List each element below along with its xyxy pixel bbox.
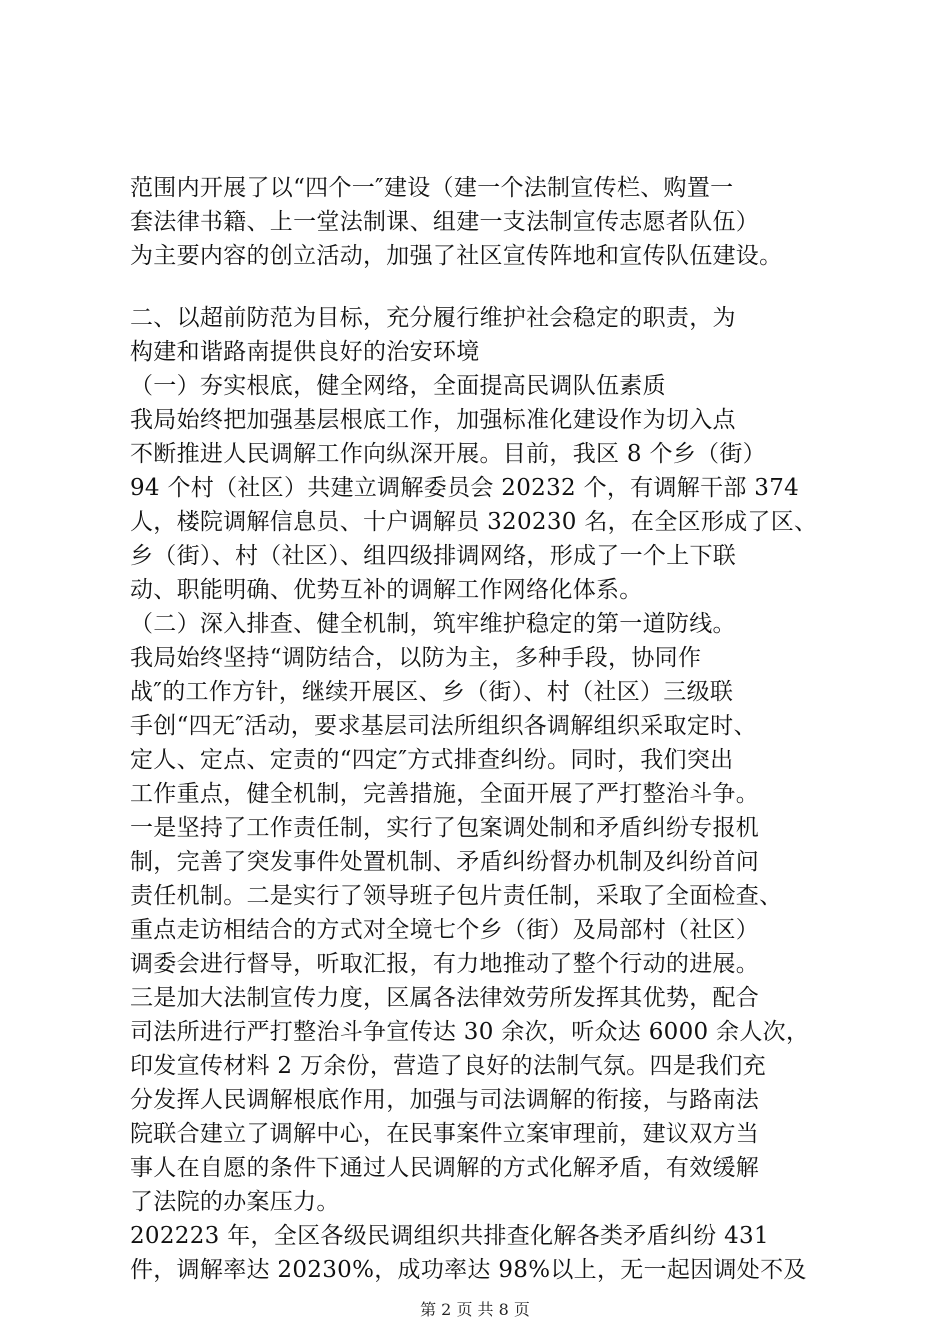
text-line: 定人、定点、定责的“四定″方式排查纠纷。同时，我们突出: [130, 747, 734, 773]
text-line: 范围内开展了以“四个一″建设（建一个法制宣传栏、购置一: [130, 175, 734, 201]
text-line: 动、职能明确、优势互补的调解工作网络化体系。: [130, 577, 643, 603]
text-line: 不断推进人民调解工作向纵深开展。目前，我区 8 个乡（街）: [130, 441, 766, 467]
text-line: 重点走访相结合的方式对全境七个乡（街）及局部村（社区）: [130, 917, 760, 943]
text-line: 事人在自愿的条件下通过人民调解的方式化解矛盾，有效缓解: [130, 1155, 760, 1181]
subsection-heading: （一）夯实根底，健全网络，全面提高民调队伍素质: [130, 373, 666, 399]
text-line: 工作重点，健全机制，完善措施，全面开展了严打整治斗争。: [130, 781, 760, 807]
text-line: 了法院的办案压力。: [130, 1189, 340, 1215]
text-line: 94 个村（社区）共建立调解委员会 20232 个，有调解干部 374: [130, 475, 800, 501]
subsection-heading: （二）深入排查、健全机制，筑牢维护稳定的第一道防线。: [130, 611, 736, 637]
text-line: 202223 年，全区各级民调组织共排查化解各类矛盾纠纷 431: [130, 1223, 769, 1249]
text-line: 分发挥人民调解根底作用，加强与司法调解的衔接，与路南法: [130, 1087, 760, 1113]
text-line: 套法律书籍、上一堂法制课、组建一支法制宣传志愿者队伍）: [130, 209, 760, 235]
text-line: 制，完善了突发事件处置机制、矛盾纠纷督办机制及纠纷首问: [130, 849, 760, 875]
text-line: 责任机制。二是实行了领导班子包片责任制，采取了全面检查、: [130, 883, 783, 909]
text-line: 件，调解率达 20230%，成功率达 98%以上，无一起因调处不及: [130, 1257, 807, 1283]
text-line: 手创“四无″活动，要求基层司法所组织各调解组织采取定时、: [130, 713, 757, 739]
text-line: 战″的工作方针，继续开展区、乡（街）、村（社区）三级联: [130, 679, 734, 705]
text-line: 三是加大法制宣传力度，区属各法律效劳所发挥其优势，配合: [130, 985, 760, 1011]
text-line: 一是坚持了工作责任制，实行了包案调处制和矛盾纠纷专报机: [130, 815, 760, 841]
text-line: 我局始终坚持“调防结合，以防为主，多种手段，协同作: [130, 645, 702, 671]
text-line: 为主要内容的创立活动，加强了社区宣传阵地和宣传队伍建设。: [130, 243, 783, 269]
text-line: 印发宣传材料 2 万余份，营造了良好的法制气氛。四是我们充: [130, 1053, 766, 1079]
page-number: 第 2 页 共 8 页: [420, 1300, 530, 1319]
text-line: 司法所进行严打整治斗争宣传达 30 余次，听众达 6000 余人次，: [130, 1019, 810, 1045]
text-line: 我局始终把加强基层根底工作，加强标准化建设作为切入点: [130, 407, 736, 433]
text-line: 院联合建立了调解中心，在民事案件立案审理前，建议双方当: [130, 1121, 760, 1147]
section-heading: 二、以超前防范为目标，充分履行维护社会稳定的职责，为: [130, 305, 736, 331]
section-heading: 构建和谐路南提供良好的治安环境: [130, 339, 480, 365]
text-line: 调委会进行督导，听取汇报，有力地推动了整个行动的进展。: [130, 951, 760, 977]
text-line: 乡（街）、村（社区）、组四级排调网络，形成了一个上下联: [130, 543, 737, 569]
text-line: 人，楼院调解信息员、十户调解员 320230 名，在全区形成了区、: [130, 509, 818, 535]
